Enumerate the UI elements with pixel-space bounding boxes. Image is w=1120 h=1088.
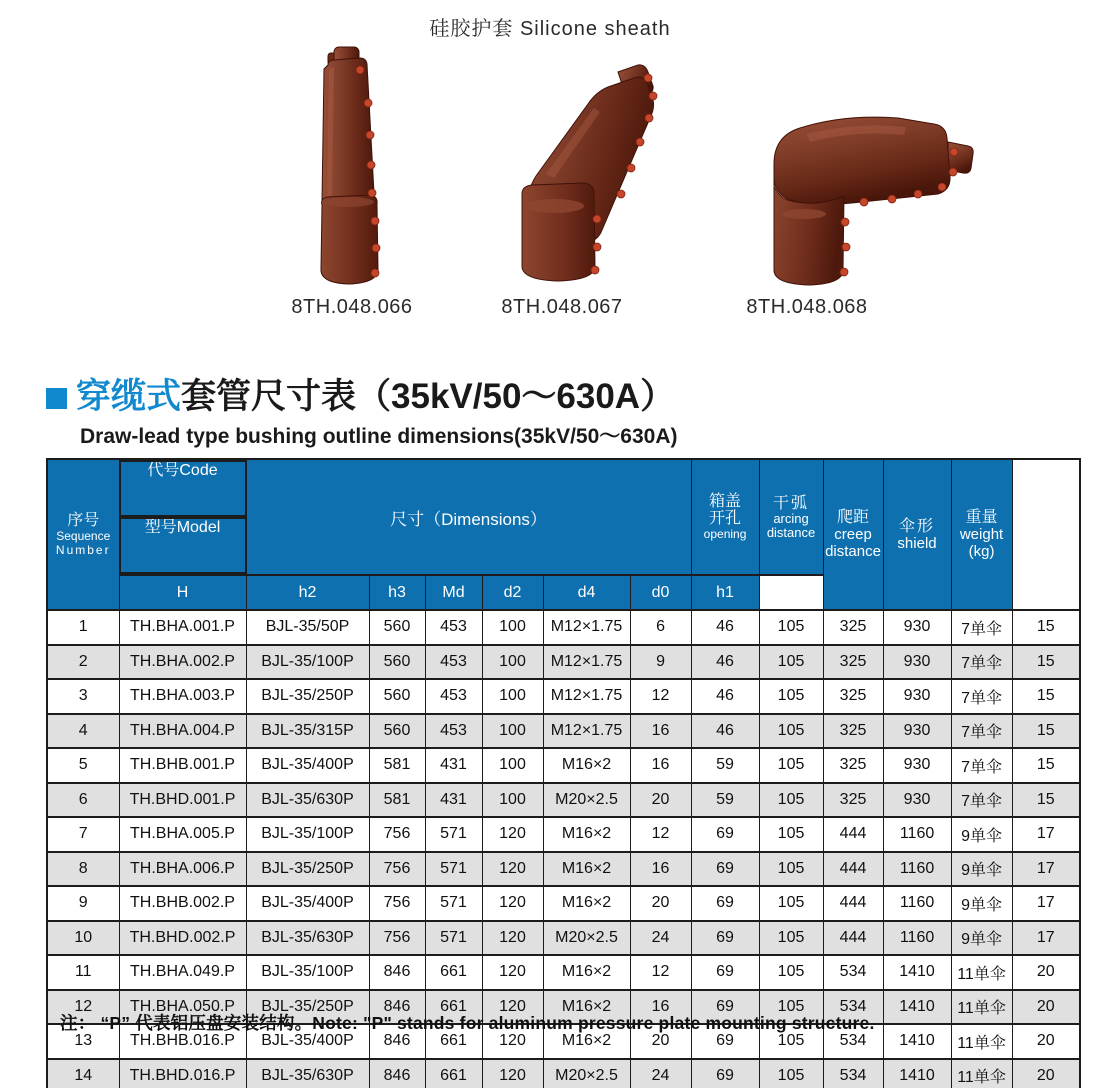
col-creep-en1: creep (834, 526, 872, 543)
col-dimensions-group: 尺寸（Dimensions） (246, 459, 691, 575)
cell-code: TH.BHA.002.P (119, 645, 246, 680)
section-title-accent: 穿缆式 (76, 377, 182, 416)
cell-h3: 100 (482, 783, 543, 818)
cell-d4: 46 (691, 714, 759, 749)
cell-code: TH.BHA.006.P (119, 852, 246, 887)
col-creep (823, 459, 883, 610)
cell-weight: 17 (1012, 921, 1080, 956)
table-row (47, 679, 1080, 714)
cell-shield: 7单伞 (951, 645, 1012, 680)
cell-h2: 453 (425, 714, 482, 749)
cell-H: 756 (369, 817, 425, 852)
col-arcing-en2: distance (766, 524, 816, 540)
cell-Md: M12×1.75 (543, 610, 630, 645)
cell-code: TH.BHB.001.P (119, 748, 246, 783)
cell-shield: 7单伞 (951, 610, 1012, 645)
col-creep-zh: 爬距 (837, 509, 870, 526)
cell-d2: 24 (630, 921, 691, 956)
cell-seq: 13 (47, 1024, 119, 1059)
cell-h3: 120 (482, 990, 543, 1025)
cell-d0: 105 (759, 645, 823, 680)
col-weight-unit: (kg) (968, 543, 995, 560)
cell-creep: 1160 (883, 817, 951, 852)
dimensions-table (46, 458, 1081, 1088)
table-row (47, 852, 1080, 887)
elbow-sheath-image (746, 102, 978, 294)
cell-d0: 105 (759, 921, 823, 956)
cell-h2: 661 (425, 1059, 482, 1088)
cell-weight: 15 (1012, 610, 1080, 645)
cell-H: 560 (369, 645, 425, 680)
cell-shield: 7单伞 (951, 783, 1012, 818)
cell-h2: 431 (425, 748, 482, 783)
table-row (47, 817, 1080, 852)
cell-h1: 534 (823, 1059, 883, 1088)
cell-h3: 120 (482, 1059, 543, 1088)
table-row (47, 645, 1080, 680)
col-h3: h3 (369, 575, 425, 610)
cell-d2: 6 (630, 610, 691, 645)
product-image-straight (298, 45, 398, 298)
cell-code: TH.BHD.002.P (119, 921, 246, 956)
cell-h1: 444 (823, 886, 883, 921)
table-row (47, 955, 1080, 990)
cell-creep: 1410 (883, 955, 951, 990)
cell-h3: 100 (482, 714, 543, 749)
cell-h2: 571 (425, 886, 482, 921)
cell-d4: 69 (691, 1024, 759, 1059)
col-shield (883, 459, 951, 610)
cell-h2: 661 (425, 990, 482, 1025)
cell-model: BJL-35/400P (246, 886, 369, 921)
cell-shield: 7单伞 (951, 714, 1012, 749)
cell-d0: 105 (759, 748, 823, 783)
cell-h2: 571 (425, 852, 482, 887)
cell-code: TH.BHA.003.P (119, 679, 246, 714)
cell-model: BJL-35/400P (246, 1024, 369, 1059)
cell-d0: 105 (759, 1059, 823, 1088)
cell-code: TH.BHA.050.P (119, 990, 246, 1025)
product-label-1: 8TH.048.066 (291, 296, 413, 318)
col-opening (691, 459, 759, 575)
col-arcing-en1: arcing (773, 510, 809, 526)
col-Md: Md (425, 575, 482, 610)
cell-Md: M16×2 (543, 1024, 630, 1059)
cell-seq: 8 (47, 852, 119, 887)
col-h2: h2 (246, 575, 369, 610)
cell-h1: 325 (823, 645, 883, 680)
cell-weight: 15 (1012, 783, 1080, 818)
cell-Md: M16×2 (543, 852, 630, 887)
cell-d4: 69 (691, 1059, 759, 1088)
cell-d2: 16 (630, 748, 691, 783)
cell-creep: 930 (883, 645, 951, 680)
cell-creep: 930 (883, 714, 951, 749)
cell-h1: 325 (823, 783, 883, 818)
cell-model: BJL-35/250P (246, 990, 369, 1025)
cell-H: 846 (369, 1024, 425, 1059)
col-opening-zh1: 箱盖 (709, 493, 742, 510)
cell-h3: 100 (482, 645, 543, 680)
cell-code: TH.BHA.005.P (119, 817, 246, 852)
cell-Md: M12×1.75 (543, 679, 630, 714)
cell-d4: 69 (691, 886, 759, 921)
cell-weight: 17 (1012, 886, 1080, 921)
cell-creep: 1410 (883, 990, 951, 1025)
cell-shield: 9单伞 (951, 886, 1012, 921)
cell-model: BJL-35/630P (246, 921, 369, 956)
cell-weight: 20 (1012, 990, 1080, 1025)
cell-code: TH.BHD.001.P (119, 783, 246, 818)
cell-d0: 105 (759, 783, 823, 818)
cell-d4: 59 (691, 748, 759, 783)
cell-h1: 444 (823, 817, 883, 852)
straight-sheath-image (298, 45, 398, 293)
cell-weight: 15 (1012, 748, 1080, 783)
cell-d4: 46 (691, 610, 759, 645)
col-d2: d2 (482, 575, 543, 610)
cell-seq: 5 (47, 748, 119, 783)
cell-d2: 16 (630, 990, 691, 1025)
cell-d0: 105 (759, 817, 823, 852)
cell-seq: 12 (47, 990, 119, 1025)
col-weight-en: weight (959, 526, 1004, 543)
cell-creep: 1410 (883, 1024, 951, 1059)
cell-shield: 11单伞 (951, 1024, 1012, 1059)
col-opening-en: opening (703, 527, 747, 541)
cell-d4: 69 (691, 990, 759, 1025)
cell-weight: 15 (1012, 714, 1080, 749)
col-weight (951, 459, 1012, 610)
cell-h1: 325 (823, 679, 883, 714)
cell-d2: 16 (630, 714, 691, 749)
cell-h3: 120 (482, 1024, 543, 1059)
cell-model: BJL-35/630P (246, 1059, 369, 1088)
cell-H: 846 (369, 990, 425, 1025)
cell-H: 560 (369, 714, 425, 749)
product-image-elbow (746, 102, 978, 299)
col-H: H (119, 575, 246, 610)
col-seq-en1: Sequence (56, 529, 111, 543)
cell-h1: 325 (823, 714, 883, 749)
cell-shield: 9单伞 (951, 921, 1012, 956)
cell-weight: 17 (1012, 817, 1080, 852)
cell-Md: M20×2.5 (543, 783, 630, 818)
cell-Md: M16×2 (543, 886, 630, 921)
cell-d2: 16 (630, 852, 691, 887)
cell-shield: 11单伞 (951, 955, 1012, 990)
cell-H: 846 (369, 955, 425, 990)
cell-creep: 1160 (883, 852, 951, 887)
cell-weight: 17 (1012, 852, 1080, 887)
cell-d0: 105 (759, 990, 823, 1025)
cell-d4: 46 (691, 645, 759, 680)
cell-Md: M16×2 (543, 955, 630, 990)
page-title: 硅胶护套 Silicone sheath (429, 18, 671, 40)
cell-Md: M12×1.75 (543, 645, 630, 680)
cell-h2: 661 (425, 955, 482, 990)
cell-shield: 7单伞 (951, 679, 1012, 714)
table-row (47, 886, 1080, 921)
cell-d2: 20 (630, 1024, 691, 1059)
cell-creep: 930 (883, 679, 951, 714)
cell-code: TH.BHA.004.P (119, 714, 246, 749)
cell-d2: 20 (630, 783, 691, 818)
cell-model: BJL-35/630P (246, 783, 369, 818)
col-shield-zh: 伞形 (899, 517, 936, 535)
cell-Md: M16×2 (543, 817, 630, 852)
cell-h1: 444 (823, 921, 883, 956)
section-title (76, 377, 675, 417)
col-sequence-number (47, 459, 119, 610)
cell-creep: 930 (883, 748, 951, 783)
cell-model: BJL-35/100P (246, 645, 369, 680)
table-row (47, 714, 1080, 749)
cell-seq: 6 (47, 783, 119, 818)
cell-H: 846 (369, 1059, 425, 1088)
cell-seq: 1 (47, 610, 119, 645)
cell-d4: 59 (691, 783, 759, 818)
cell-Md: M16×2 (543, 990, 630, 1025)
cell-shield: 9单伞 (951, 817, 1012, 852)
cell-d4: 69 (691, 852, 759, 887)
cell-h1: 534 (823, 955, 883, 990)
section-title-rest: 套管尺寸表（35kV/50～630A） (181, 377, 676, 416)
cell-Md: M16×2 (543, 748, 630, 783)
cell-model: BJL-35/400P (246, 748, 369, 783)
cell-code: TH.BHA.049.P (119, 955, 246, 990)
cell-h2: 571 (425, 921, 482, 956)
cell-H: 756 (369, 886, 425, 921)
blue-square-bullet (46, 388, 67, 409)
cell-d2: 12 (630, 679, 691, 714)
table-row (47, 1059, 1080, 1088)
cell-d0: 105 (759, 955, 823, 990)
col-h1: h1 (691, 575, 759, 610)
cell-d4: 69 (691, 955, 759, 990)
cell-seq: 11 (47, 955, 119, 990)
cell-h2: 453 (425, 679, 482, 714)
cell-creep: 1160 (883, 921, 951, 956)
section-subtitle: Draw-lead type bushing outline dimensions(35kV/50～630A) (80, 425, 678, 448)
cell-weight: 15 (1012, 645, 1080, 680)
col-arcing-zh: 干弧 (773, 494, 810, 512)
col-d0: d0 (630, 575, 691, 610)
cell-d4: 46 (691, 679, 759, 714)
cell-shield: 11单伞 (951, 990, 1012, 1025)
cell-weight: 20 (1012, 1024, 1080, 1059)
cell-h3: 120 (482, 921, 543, 956)
cell-shield: 7单伞 (951, 748, 1012, 783)
cell-h2: 431 (425, 783, 482, 818)
product-label-2: 8TH.048.067 (501, 296, 623, 318)
cell-h3: 120 (482, 817, 543, 852)
cell-d0: 105 (759, 714, 823, 749)
cell-h2: 453 (425, 610, 482, 645)
cell-h2: 453 (425, 645, 482, 680)
cell-code: TH.BHB.002.P (119, 886, 246, 921)
table-row (47, 783, 1080, 818)
cell-h1: 325 (823, 610, 883, 645)
cell-weight: 15 (1012, 679, 1080, 714)
cell-h3: 100 (482, 679, 543, 714)
cell-H: 560 (369, 679, 425, 714)
product-label-3: 8TH.048.068 (746, 296, 868, 318)
cell-seq: 2 (47, 645, 119, 680)
cell-H: 560 (369, 610, 425, 645)
cell-h3: 100 (482, 610, 543, 645)
cell-creep: 930 (883, 783, 951, 818)
cell-d2: 24 (630, 1059, 691, 1088)
cell-h1: 325 (823, 748, 883, 783)
cell-code: TH.BHD.016.P (119, 1059, 246, 1088)
cell-d0: 105 (759, 679, 823, 714)
cell-H: 581 (369, 748, 425, 783)
cell-h3: 120 (482, 955, 543, 990)
table-row (47, 921, 1080, 956)
cell-d4: 69 (691, 921, 759, 956)
col-shield-en: shield (897, 534, 937, 552)
col-opening-zh2: 开孔 (709, 510, 742, 527)
cell-code: TH.BHB.016.P (119, 1024, 246, 1059)
col-seq-zh: 序号 (67, 512, 100, 529)
cell-model: BJL-35/250P (246, 852, 369, 887)
cell-h2: 661 (425, 1024, 482, 1059)
cell-model: BJL-35/100P (246, 817, 369, 852)
cell-seq: 9 (47, 886, 119, 921)
cell-d2: 12 (630, 817, 691, 852)
table-row (47, 748, 1080, 783)
cell-weight: 20 (1012, 955, 1080, 990)
col-model: 型号Model (120, 517, 246, 574)
cell-H: 756 (369, 852, 425, 887)
cell-seq: 14 (47, 1059, 119, 1088)
table-row (47, 610, 1080, 645)
cell-h1: 534 (823, 990, 883, 1025)
col-arcing (759, 459, 823, 575)
col-weight-zh: 重量 (965, 509, 998, 526)
cell-h1: 444 (823, 852, 883, 887)
cell-d0: 105 (759, 886, 823, 921)
col-d4: d4 (543, 575, 630, 610)
cell-creep: 1410 (883, 1059, 951, 1088)
cell-model: BJL-35/315P (246, 714, 369, 749)
footnote: 注： “P” 代表铝压盘安装结构。Note: "P" stands for aluminum pressure plate mounting structure. (60, 1013, 875, 1033)
cell-model: BJL-35/50P (246, 610, 369, 645)
cell-seq: 3 (47, 679, 119, 714)
angled-sheath-image (502, 44, 667, 286)
section-heading (46, 377, 675, 417)
cell-shield: 11单伞 (951, 1059, 1012, 1088)
cell-weight: 20 (1012, 1059, 1080, 1088)
cell-d2: 20 (630, 886, 691, 921)
product-image-angled (502, 44, 667, 291)
cell-code: TH.BHA.001.P (119, 610, 246, 645)
cell-shield: 9单伞 (951, 852, 1012, 887)
cell-h3: 100 (482, 748, 543, 783)
cell-Md: M20×2.5 (543, 1059, 630, 1088)
cell-d4: 69 (691, 817, 759, 852)
cell-H: 581 (369, 783, 425, 818)
cell-seq: 4 (47, 714, 119, 749)
cell-H: 756 (369, 921, 425, 956)
cell-d0: 105 (759, 1024, 823, 1059)
cell-h1: 534 (823, 1024, 883, 1059)
cell-model: BJL-35/250P (246, 679, 369, 714)
cell-seq: 10 (47, 921, 119, 956)
cell-d2: 12 (630, 955, 691, 990)
col-creep-en2: distance (825, 543, 881, 560)
cell-creep: 1160 (883, 886, 951, 921)
cell-h3: 120 (482, 852, 543, 887)
cell-d2: 9 (630, 645, 691, 680)
cell-h3: 120 (482, 886, 543, 921)
cell-seq: 7 (47, 817, 119, 852)
cell-model: BJL-35/100P (246, 955, 369, 990)
cell-h2: 571 (425, 817, 482, 852)
col-seq-en2: Number (55, 543, 111, 557)
cell-Md: M12×1.75 (543, 714, 630, 749)
cell-d0: 105 (759, 852, 823, 887)
cell-d0: 105 (759, 610, 823, 645)
col-code: 代号Code (120, 460, 246, 517)
cell-Md: M20×2.5 (543, 921, 630, 956)
cell-creep: 930 (883, 610, 951, 645)
